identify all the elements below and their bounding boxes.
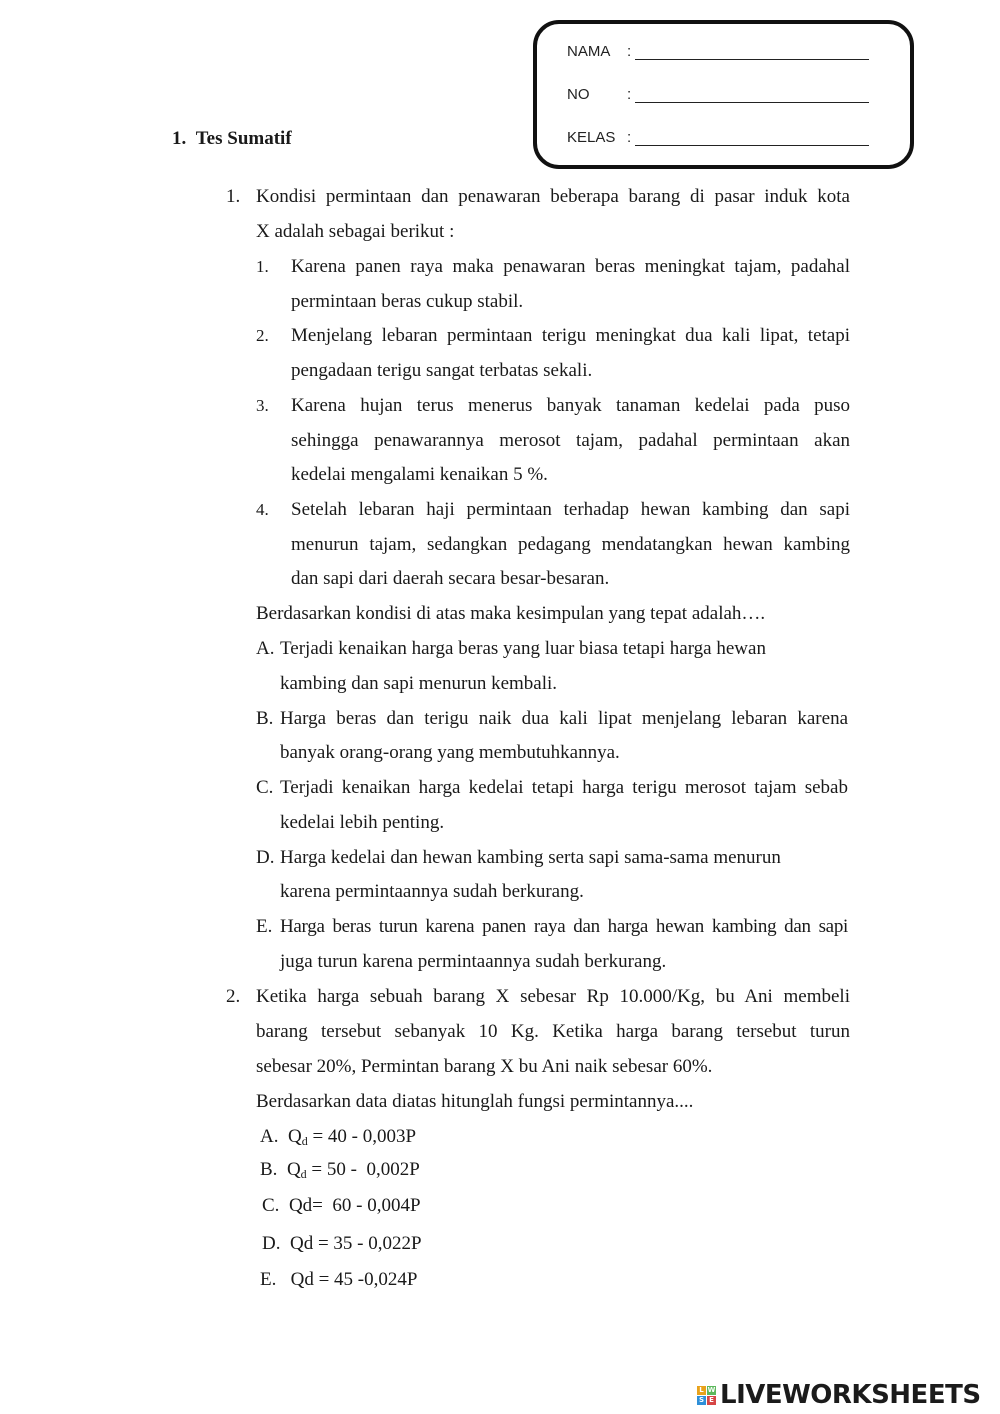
q2-prompt: Berdasarkan data diatas hitunglah fungsi permintannya.... [256,1091,694,1112]
q1-condition-3-line-2: sehingga penawarannya merosot tajam, padahal permintaan akan [291,430,850,451]
q2-option-d[interactable] [262,1232,422,1256]
q1-condition-2-line-2: pengadaan terigu sangat terbatas sekali. [291,360,593,381]
no-label: NO [567,86,590,103]
logo-letter-s: S [698,1395,705,1404]
q1-option-d-line-1[interactable]: Harga kedelai dan hewan kambing serta sapi sama-sama menurun [280,847,781,868]
q2-option-b-sub: d [300,1167,307,1181]
q1-option-a-letter[interactable]: A. [256,638,275,659]
logo-letter-w: W [707,1385,716,1394]
q2-option-d-letter: D. [262,1233,281,1254]
q2-option-d-q: Qd [289,1233,314,1254]
q1-option-c-line-2[interactable]: kedelai lebih penting. [280,812,445,833]
q1-option-d-letter[interactable]: D. [256,847,275,868]
q2-stem-line-2: barang tersebut sebanyak 10 Kg. Ketika harga barang tersebut turun [256,1021,850,1042]
q1-option-b-line-2[interactable]: banyak orang-orang yang membutuhkannya. [280,742,620,763]
q1-option-a-line-2[interactable]: kambing dan sapi menurun kembali. [280,673,558,694]
kelas-field[interactable] [635,145,869,146]
q2-option-c-expression: = 60 - 0,004P [312,1195,421,1216]
no-field[interactable] [635,102,869,103]
section-heading [172,128,292,150]
q2-option-b-expression: = 50 - 0,002P [306,1159,420,1180]
q1-stem-line-2: X adalah sebagai berikut : [256,221,455,242]
q1-stem-line-1: Kondisi permintaan dan penawaran beberapa barang di pasar induk kota [256,186,850,207]
q1-condition-3-number: 3. [256,396,269,415]
q1-option-e-line-1[interactable]: Harga beras turun karena panen raya dan harga hewan kambing dan sapi [280,916,848,937]
q1-condition-2-number: 2. [256,326,269,345]
section-number: 1. [172,128,187,149]
q2-option-a-letter: A. [260,1126,279,1147]
q1-option-c-letter[interactable]: C. [256,777,274,798]
liveworksheets-logo [697,1380,981,1410]
q1-option-e-line-2[interactable]: juga turun karena permintaannya sudah berkurang. [280,951,667,972]
logo-letter-l: L [697,1386,706,1395]
q1-condition-3-line-3: kedelai mengalami kenaikan 5 %. [291,464,548,485]
nama-label: NAMA [567,43,611,60]
q2-option-e-letter: E. [260,1269,277,1290]
liveworksheets-logo-icon [697,1386,716,1405]
q2-stem-line-1: Ketika harga sebuah barang X sebesar Rp 10.000/Kg, bu Ani membeli [256,986,850,1007]
q1-prompt: Berdasarkan kondisi di atas maka kesimpulan yang tepat adalah…. [256,603,766,624]
no-colon: : [627,86,632,103]
nama-field[interactable] [635,59,869,60]
q2-option-a-sub: d [301,1134,308,1148]
q2-option-e[interactable] [260,1268,417,1292]
q1-condition-2-line-1: Menjelang lebaran permintaan terigu meningkat dua kali lipat, tetapi [291,325,850,346]
q1-option-e-letter[interactable]: E. [256,916,273,937]
kelas-label: KELAS [567,129,616,146]
kelas-colon: : [627,129,632,146]
liveworksheets-logo-text: LIVEWORKSHEETS [720,1380,981,1410]
nama-colon: : [627,43,632,60]
q1-option-b-line-1[interactable]: Harga beras dan terigu naik dua kali lipat menjelang lebaran karena [280,708,848,729]
q1-condition-4-line-3: dan sapi dari daerah secara besar-besaran. [291,568,610,589]
q1-condition-1-line-1: Karena panen raya maka penawaran beras meningkat tajam, padahal [291,256,850,277]
q2-option-a-q: Q [287,1126,302,1147]
q1-condition-1-number: 1. [256,257,269,276]
q1-option-a-line-1[interactable]: Terjadi kenaikan harga beras yang luar biasa tetapi harga hewan [280,638,766,659]
q2-option-b-q: Q [286,1159,301,1180]
q1-condition-1-line-2: permintaan beras cukup stabil. [291,291,524,312]
q2-option-e-expression: = 45 -0,024P [313,1269,418,1290]
student-info-box [533,20,914,169]
q1-condition-4-line-1: Setelah lebaran haji permintaan terhadap hewan kambing dan sapi [291,499,850,520]
q2-option-c-q: Qd [288,1195,313,1216]
section-title: Tes Sumatif [195,128,292,149]
q1-option-c-line-1[interactable]: Terjadi kenaikan harga kedelai tetapi harga terigu merosot tajam sebab [280,777,848,798]
q2-option-b[interactable] [260,1158,420,1186]
q2-option-a-expression: = 40 - 0,003P [307,1126,417,1147]
q2-number: 2. [226,986,241,1007]
q2-option-c[interactable] [262,1194,421,1218]
q1-condition-4-line-2: menurun tajam, sedangkan pedagang mendatangkan hewan kambing [291,534,850,555]
q2-option-a[interactable] [260,1125,416,1153]
q1-number: 1. [226,186,241,207]
q2-option-c-letter: C. [262,1195,280,1216]
q2-option-b-letter: B. [260,1159,278,1180]
q2-stem-line-3: sebesar 20%, Permintan barang X bu Ani naik sebesar 60%. [256,1056,713,1077]
q1-condition-3-line-1: Karena hujan terus menerus banyak tanaman kedelai pada puso [291,395,850,416]
logo-letter-e: E [707,1396,716,1405]
q1-condition-4-number: 4. [256,500,269,519]
q2-option-d-expression: = 35 - 0,022P [313,1233,422,1254]
q1-option-d-line-2[interactable]: karena permintaannya sudah berkurang. [280,881,584,902]
q2-option-e-q: Qd [290,1269,314,1290]
q1-option-b-letter[interactable]: B. [256,708,274,729]
